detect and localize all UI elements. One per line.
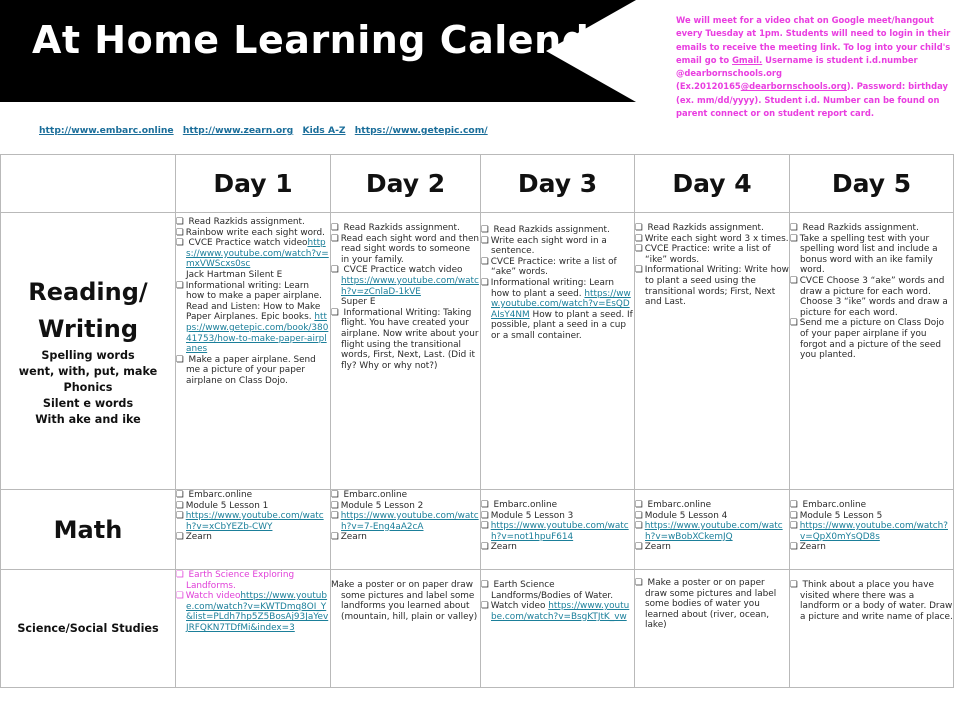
title-banner [0,0,636,102]
notice-text-3: ). Password: birthday (ex. mm/dd/yyyy). Student i.d. Number can be found on parent connect or on student report card. [676,81,948,119]
gmail-link[interactable]: Gmail. [732,54,763,65]
checkbox-icon: ❏ [481,601,489,612]
checkbox-icon: ❏ [790,500,798,510]
checkbox-icon: ❏ [635,223,643,233]
checkbox-icon: ❏ [176,238,184,249]
reading-day-2 [331,213,481,490]
checkbox-icon: ❏ [790,580,798,590]
list-item: ❏ Read Razkids assignment. [176,217,305,227]
list-item: ❏ Module 5 Lesson 5 [790,510,883,521]
checkbox-icon: ❏ [176,500,184,511]
list-item [331,511,480,532]
day-5-header: Day 5 [790,155,954,213]
list-item: ❏ Make a poster or on paper draw some pictures and label some bodies of water you learned about (river, ocean, lake) [635,578,777,631]
list-item: ❏ Zearn [635,542,671,553]
checkbox-icon: ❏ [635,233,643,244]
math-subject-cell [1,490,176,570]
day-2-header: Day 2 [331,155,481,213]
video-link[interactable]: https://www.youtube.com/watch?v=not1hpuF614 [490,521,629,542]
list-item: ❏ Embarc.online [481,500,558,510]
science-day-3 [481,570,635,688]
list-item: ❏ Read Razkids assignment. [481,225,610,235]
calendar-table [0,154,954,688]
list-item: ❏ CVCE Practice watch video https://www.youtube.com/watch?v=zCnlaD-1kVE Super E [331,265,479,308]
checkbox-icon: ❏ [790,233,798,244]
list-item [635,521,789,542]
checkbox-icon: ❏ [790,521,798,532]
checkbox-icon: ❏ [635,521,643,532]
checkbox-icon: ❏ [481,542,489,553]
list-item: ❏ Informational writing: Learn how to make a paper airplane. Read and Listen: How to Make Paper Airplanes. Epic books. https://www.getepic.com/book/38041753/how-to-make-paper-airplanes [176,280,329,355]
reading-sub-2: went, with, put, make [18,365,158,378]
list-item: ❏ Watch videohttps://www.youtube.com/watch?v=KWTDmq8OI_Y&list=PLdh7hp5Z5BosAj93JaYevJRFQKN7TDfMi&index=3 [176,591,329,633]
notice-text-1: We will meet for a video chat on Google meet/hangout every Tuesday at 1pm. Students will need to login in their emails to receive the meeting link. To log into your child's email go to [676,15,951,65]
math-day-5 [790,490,954,570]
list-item: ❏ Embarc.online [176,490,253,500]
video-link[interactable]: https://www.youtube.com/watch?v=KWTDmq8OI_Y&list=PLdh7hp5Z5BosAj93JaYevJRFQKN7TDfMi&index=3 [186,591,329,633]
video-link[interactable]: https://www.youtube.com/watch?v=mxVWScxs0sc [186,238,329,270]
reading-title-1: Reading/ [28,278,148,306]
video-link[interactable]: https://www.youtube.com/watch?v=7-Eng4aA2cA [340,511,479,532]
list-item: ❏ Zearn [176,532,212,543]
reading-day-3 [481,213,635,490]
checkbox-icon: ❏ [176,227,184,238]
checkbox-icon: ❏ [331,511,339,522]
list-item [481,521,634,542]
list-item: ❏ Read each sight word and then read sight words to someone in your family. [331,233,480,265]
reading-title-2: Writing [37,315,139,343]
page-title: At Home Learning Calendar [32,18,635,62]
reading-sub-3: Phonics [63,381,113,394]
list-item: ❏ Rainbow write each sight word. [176,227,326,238]
math-day-1 [176,490,331,570]
science-day-1 [176,570,331,688]
video-link[interactable]: https://www.youtube.com/watch?v=xCbYEZb-CWY [185,511,324,532]
list-item: ❏ CVCE Practice watch videohttps://www.youtube.com/watch?v=mxVWScxs0sc Jack Hartman Silent E [176,238,329,280]
checkbox-icon: ❏ [481,521,489,532]
video-link[interactable]: https://www.youtube.com/watch?v=BsgKTJtK_vw [491,601,630,622]
list-item: ❏ Embarc.online [790,500,867,510]
day-3-header: Day 3 [481,155,635,213]
notice-text-2: Username is student i.d.number @dearbornschools.org (Ex.20120165 [676,54,918,92]
list-item: ❏ Informational writing: Learn how to plant a seed. https://www.youtube.com/watch?v=EsQDAIsY4NM How to plant a seed. If possible, plant a seed in a cup or a small container. [481,277,633,341]
reading-day-5 [790,213,954,490]
checkbox-icon: ❏ [176,511,184,522]
checkbox-icon: ❏ [481,235,489,246]
list-item: ❏ CVCE Practice: write a list of “ake” words. [481,256,617,278]
checkbox-icon: ❏ [635,542,643,553]
science-day-5 [790,570,954,688]
day-header-row [1,155,954,213]
checkbox-icon: ❏ [635,500,643,510]
list-item: ❏ Make a paper airplane. Send me a picture of your paper airplane on Class Dojo. [176,354,316,386]
list-item: ❏ Read Razkids assignment. [635,223,764,233]
list-item [176,511,330,532]
list-item: ❏ Module 5 Lesson 3 [481,510,574,521]
checkbox-icon: ❏ [176,280,184,291]
checkbox-icon: ❏ [790,510,798,521]
checkbox-icon: ❏ [331,532,339,543]
math-day-2 [331,490,481,570]
checkbox-icon: ❏ [790,542,798,553]
school-email-link[interactable]: @dearbornschools.org [740,81,847,92]
list-item: ❏ Read Razkids assignment. [790,223,919,233]
zearn-link[interactable]: http://www.zearn.org [182,125,294,136]
checkbox-icon: ❏ [176,532,184,543]
checkbox-icon: ❏ [790,275,798,286]
reading-sub-4: Silent e words [42,397,134,410]
checkbox-icon: ❏ [331,490,339,500]
reading-sub-1: Spelling words [41,349,135,362]
list-item: ❏ Informational Writing: Write how to plant a seed using the transitional words; First, Next and Last. [635,265,789,308]
list-item: ❏ Module 5 Lesson 1 [176,500,269,511]
resource-links [39,125,494,136]
checkbox-icon: ❏ [635,244,643,255]
checkbox-icon: ❏ [790,223,798,233]
epic-book-link[interactable]: https://www.getepic.com/book/38041753/how-to-make-paper-airplanes [186,312,329,355]
checkbox-icon: ❏ [635,265,643,276]
checkbox-icon: ❏ [331,233,339,244]
list-item: ❏ Write each sight word in a sentence. [481,235,607,257]
checkbox-icon: ❏ [481,510,489,521]
list-item: ❏ Think about a place you have visited where there was a landform or a body of water. Draw a picture and write name of place. [790,580,953,622]
checkbox-icon: ❏ [331,223,339,233]
science-day-2 [331,570,481,688]
day-1-header: Day 1 [176,155,331,213]
video-link[interactable]: https://www.youtube.com/watch?v=zCnlaD-1kVE [341,275,479,297]
math-day-4 [635,490,790,570]
list-item: ❏ Watch video https://www.youtube.com/watch?v=BsgKTJtK_vw [481,601,630,622]
list-item: Make a poster or on paper draw some pictures and label some landforms you learned about (mountain, hill, plain or valley) [331,580,478,622]
list-item [790,521,953,542]
checkbox-icon: ❏ [481,277,489,288]
reading-day-4 [635,213,790,490]
embarc-link[interactable]: http://www.embarc.online [39,125,174,136]
list-item: ❏ Write each sight word 3 x times. [635,233,789,244]
list-item: ❏ Informational Writing: Taking flight. You have created your airplane. Now write about your flight using the transitional words, First, Next, Last. (Did it fly? Why or why not?) [331,307,479,371]
list-item: ❏ Take a spelling test with your spelling word list and include a bonus word with an ike family word. [790,233,938,276]
science-subject-cell [1,570,176,688]
checkbox-icon: ❏ [331,307,339,318]
list-item: ❏ CVCE Choose 3 “ake” words and draw a picture for each word. Choose 3 “ike” words and draw a picture for each word. [790,275,948,318]
checkbox-icon: ❏ [481,580,489,590]
video-link[interactable]: https://www.youtube.com/watch?v=EsQDAIsY4NM [491,288,631,320]
checkbox-icon: ❏ [176,570,184,580]
list-item: ❏ Module 5 Lesson 4 [635,510,728,521]
math-row [1,490,954,570]
checkbox-icon: ❏ [176,217,184,227]
checkbox-icon: ❏ [790,318,798,329]
reading-sub-5: With ake and ike [35,413,141,426]
list-item: ❏ Read Razkids assignment. [331,223,460,233]
list-item: ❏ Zearn [481,542,517,553]
math-day-3 [481,490,635,570]
list-item: ❏ Earth Science Landforms/Bodies of Water. [481,580,614,601]
science-day-4 [635,570,790,688]
list-item: ❏ Module 5 Lesson 2 [331,500,424,511]
list-item: ❏ Zearn [331,532,367,543]
reading-row [1,213,954,490]
checkbox-icon: ❏ [331,500,339,511]
science-title: Science/Social Studies [17,622,159,635]
list-item: ❏ Embarc.online [635,500,712,510]
getepic-link[interactable]: https://www.getepic.com/ [354,125,488,136]
video-link[interactable]: https://www.youtube.com/watch?v=wBobXCkemJQ [644,521,783,542]
science-row [1,570,954,688]
checkbox-icon: ❏ [481,225,489,235]
kids-az-link[interactable]: Kids A-Z [302,125,346,136]
meeting-notice [676,14,952,120]
reading-subject-cell [1,213,176,490]
checkbox-icon: ❏ [481,500,489,510]
list-item: ❏ CVCE Practice: write a list of “ike” words. [635,244,771,265]
checkbox-icon: ❏ [481,256,489,267]
corner-cell [1,155,176,213]
list-item: ❏ Embarc.online [331,490,408,500]
day-4-header: Day 4 [635,155,790,213]
checkbox-icon: ❏ [635,578,643,588]
checkbox-icon: ❏ [176,354,184,365]
checkbox-icon: ❏ [176,591,184,602]
list-item: ❏ Zearn [790,542,826,553]
list-item: ❏ Send me a picture on Class Dojo of your paper airplane if you forgot and a picture of the seed you planted. [790,318,945,361]
reading-day-1 [176,213,331,490]
checkbox-icon: ❏ [331,265,339,276]
checkbox-icon: ❏ [176,490,184,500]
video-link[interactable]: https://www.youtube.com/watch?v=QpX0mYsQD8s [799,521,948,542]
checkbox-icon: ❏ [635,510,643,521]
math-title: Math [53,515,123,544]
list-item: ❏ Earth Science Exploring Landforms. [176,570,295,591]
